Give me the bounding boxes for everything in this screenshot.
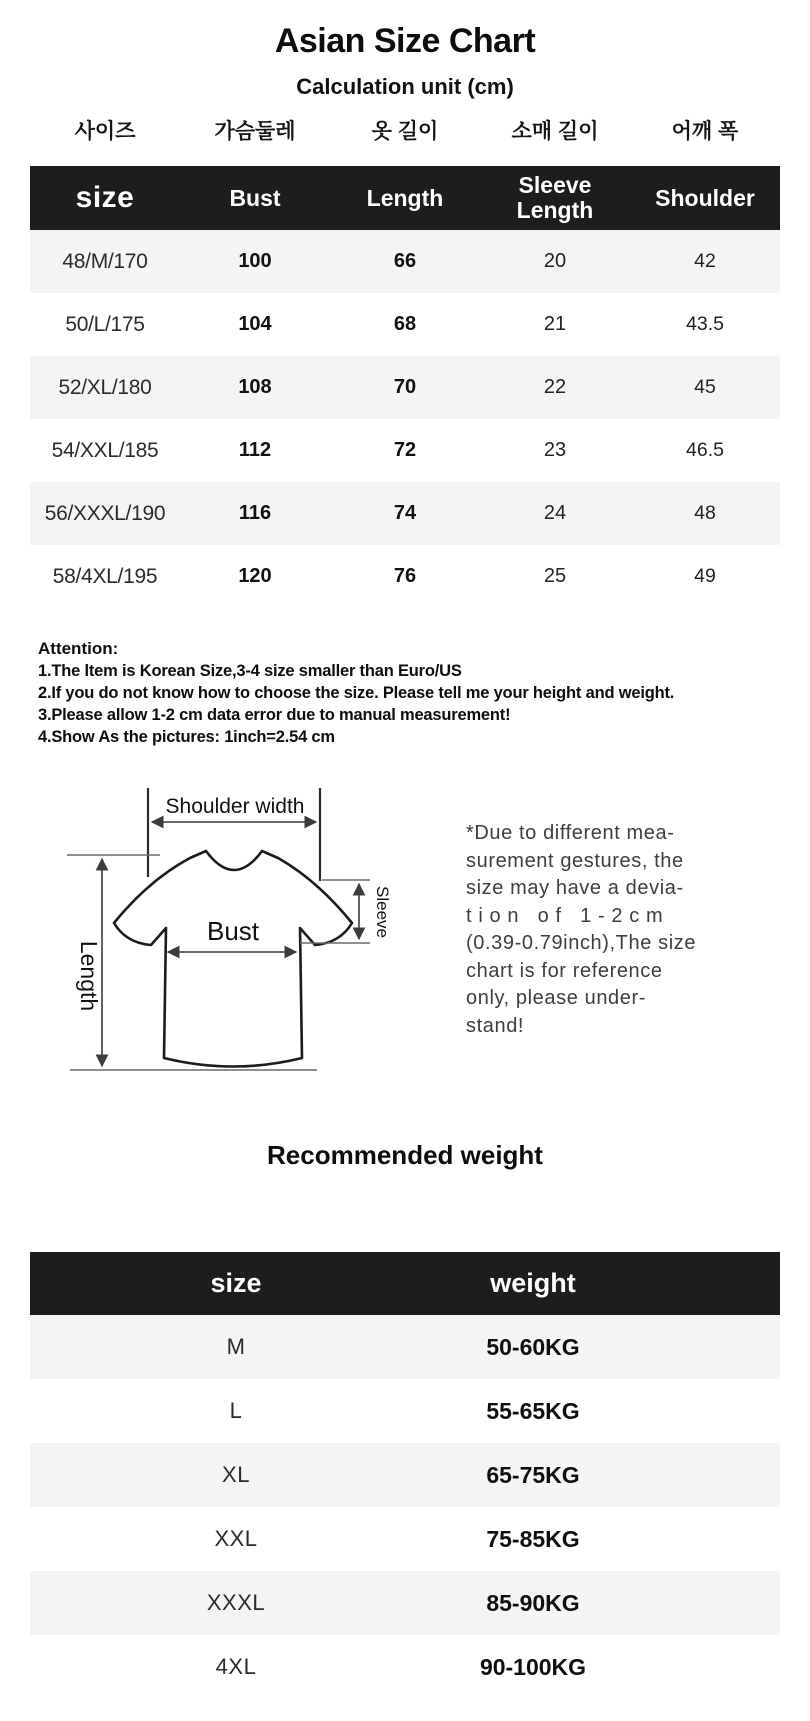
cell-shoulder: 42 <box>694 250 716 272</box>
weight-table-header <box>30 1252 780 1315</box>
shoulder-width-label: Shoulder width <box>165 795 305 818</box>
weight-cell-weight: 55-65KG <box>486 1397 580 1424</box>
weight-cell-size: M <box>226 1334 246 1359</box>
cell-length: 72 <box>393 439 417 461</box>
cell-size: 52/XL/180 <box>58 375 152 399</box>
weight-row <box>30 1571 780 1635</box>
korean-header-size: 사이즈 <box>74 120 136 143</box>
korean-header-length: 옷 길이 <box>371 120 439 143</box>
note-line: chart is for reference <box>466 959 663 982</box>
cell-size: 48/M/170 <box>62 249 148 273</box>
weight-table <box>30 1252 780 1699</box>
cell-shoulder: 46.5 <box>686 439 724 461</box>
length-label: Length <box>76 940 102 1012</box>
attention-line: 1.The ltem is Korean Size,3-4 size smaller than Euro/US <box>38 662 462 680</box>
cell-length: 70 <box>393 376 417 398</box>
bust-label: Bust <box>206 916 260 946</box>
header-sleeve-length: Sleeve Length <box>516 172 594 223</box>
attention-line: 3.Please allow 1-2 cm data error due to manual measurement! <box>38 706 511 724</box>
weight-row <box>30 1507 780 1571</box>
tshirt-measurement-diagram <box>55 785 415 1087</box>
note-line: stand! <box>466 1014 525 1037</box>
header-length: Length <box>366 184 444 211</box>
korean-header-shoulder: 어깨 폭 <box>671 120 739 143</box>
cell-size: 54/XXL/185 <box>51 438 159 462</box>
table-row <box>30 482 780 545</box>
cell-shoulder: 45 <box>694 376 716 398</box>
header-shoulder: Shoulder <box>655 184 755 211</box>
deviation-note <box>466 820 766 1040</box>
weight-cell-size: XXXL <box>206 1590 266 1615</box>
weight-cell-size: XXL <box>214 1526 258 1551</box>
size-table <box>30 166 780 608</box>
sleeve-label: Sleeve <box>373 886 392 938</box>
cell-length: 68 <box>393 313 417 335</box>
cell-bust: 116 <box>238 502 272 524</box>
cell-sleeve: 20 <box>543 250 567 272</box>
attention-heading: Attention: <box>38 639 119 658</box>
weight-cell-weight: 50-60KG <box>486 1333 580 1360</box>
note-line: size may have a devia- <box>466 877 684 899</box>
korean-header-row <box>30 108 780 152</box>
weight-row <box>30 1379 780 1443</box>
cell-bust: 112 <box>238 439 272 461</box>
cell-sleeve: 24 <box>543 502 567 524</box>
weight-cell-weight: 75-85KG <box>486 1525 580 1552</box>
tshirt-diagram-svg <box>55 785 415 1087</box>
weight-row <box>30 1635 780 1699</box>
cell-sleeve: 22 <box>543 376 567 398</box>
note-line: (0.39-0.79inch),The size <box>466 932 697 954</box>
cell-bust: 120 <box>238 565 272 587</box>
note-line: surement gestures, the <box>466 849 684 872</box>
header-bust: Bust <box>229 184 281 211</box>
cell-size: 56/XXXL/190 <box>44 501 166 525</box>
cell-sleeve: 21 <box>543 313 567 335</box>
attention-block <box>38 638 798 748</box>
note-line: only, please under- <box>466 987 647 1009</box>
note-line: t i o n o f 1 - 2 c m <box>466 904 664 927</box>
weight-row <box>30 1315 780 1379</box>
cell-length: 74 <box>393 502 417 524</box>
cell-shoulder: 43.5 <box>686 313 724 335</box>
table-row <box>30 230 780 293</box>
weight-header-weight: weight <box>490 1268 576 1298</box>
attention-line: 4.Show As the pictures: 1inch=2.54 cm <box>38 728 335 746</box>
weight-cell-weight: 90-100KG <box>479 1653 587 1680</box>
note-line: *Due to different mea- <box>466 822 675 844</box>
weight-cell-weight: 65-75KG <box>486 1461 580 1488</box>
cell-length: 76 <box>393 565 417 587</box>
page-title: Asian Size Chart <box>274 22 536 60</box>
cell-shoulder: 49 <box>694 565 716 587</box>
table-row <box>30 545 780 608</box>
size-table-header <box>30 166 780 230</box>
cell-sleeve: 23 <box>543 439 567 461</box>
cell-size: 50/L/175 <box>65 312 145 336</box>
cell-length: 66 <box>393 250 417 272</box>
cell-sleeve: 25 <box>543 565 567 587</box>
cell-size: 58/4XL/195 <box>52 564 158 588</box>
korean-header-bust: 가슴둘레 <box>214 120 296 143</box>
table-row <box>30 356 780 419</box>
weight-cell-size: L <box>229 1398 243 1423</box>
table-row <box>30 293 780 356</box>
weight-cell-size: 4XL <box>215 1654 257 1679</box>
header-size: size <box>75 180 135 214</box>
attention-line: 2.If you do not know how to choose the size. Please tell me your height and weight. <box>38 684 675 702</box>
page-subtitle: Calculation unit (cm) <box>296 74 514 99</box>
weight-row <box>30 1443 780 1507</box>
cell-bust: 100 <box>238 250 272 272</box>
cell-bust: 104 <box>238 313 272 335</box>
recommended-weight-title: Recommended weight <box>267 1140 543 1170</box>
table-row <box>30 419 780 482</box>
tshirt-outline <box>114 851 352 1067</box>
cell-bust: 108 <box>238 376 272 398</box>
cell-shoulder: 48 <box>694 502 716 524</box>
weight-header-size: size <box>210 1268 262 1298</box>
weight-cell-size: XL <box>222 1462 250 1487</box>
weight-cell-weight: 85-90KG <box>486 1589 580 1616</box>
korean-header-sleeve: 소매 길이 <box>511 120 599 143</box>
